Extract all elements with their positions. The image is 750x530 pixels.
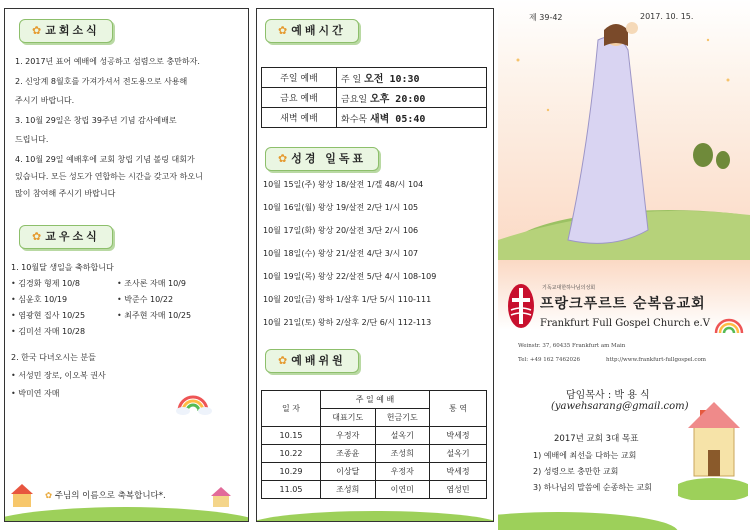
issue-number: 제 39-42 [529, 13, 563, 22]
table-row: 새벽 예배 화수목 새벽 05:40 [262, 108, 487, 128]
bible-reading-list [263, 178, 489, 339]
member-news-list [11, 261, 243, 401]
church-news-list [15, 55, 243, 201]
table-row: 일 자 주 일 예 배 통 역 [262, 391, 487, 409]
denomination-label: 기독교대한하나님의성회 [542, 285, 596, 291]
reading-item: 10월 19일(목) 왕상 22/살전 5/단 4/시 108-109 [263, 272, 437, 281]
duty-table [261, 390, 487, 499]
member-news-header: ✿ 교우소식 [19, 225, 113, 249]
schedule-panel [256, 8, 494, 522]
church-website[interactable]: http://www.frankfurt-fullgospel.com [606, 357, 706, 363]
birthday-row: • 김경화 형제 10/8 • 조사론 자매 10/9 [11, 279, 186, 288]
goal-item: 1) 예배에 최선을 다하는 교회 [533, 451, 637, 460]
church-name-korean: 프랑크푸르트 순복음교회 [540, 296, 706, 312]
news-line: 많이 참여해 주시기 바랍니다 [15, 189, 116, 198]
reading-item: 10월 15일(주) 왕상 18/살전 1/겔 48/시 104 [263, 180, 424, 189]
table-row: 10.29 이상달 우정자 박세정 [262, 463, 487, 481]
news-line: 3. 10월 29일은 창립 39주년 기념 감사예배로 [15, 116, 177, 125]
reading-item: 10월 20일(금) 왕하 1/살후 1/단 5/시 110-111 [263, 295, 432, 304]
news-line: 4. 10월 29일 예배후에 교회 창립 기념 볼링 대회가 [15, 155, 195, 164]
flower-icon: ✿ [32, 230, 42, 243]
table-row: 10.15 우정자 설옥기 박세정 [262, 427, 487, 445]
service-time-header: ✿ 예배시간 [265, 19, 359, 43]
visitor-item: • 서성민 장로, 이오복 권사 [11, 371, 106, 380]
flower-icon: ✿ [278, 152, 288, 165]
table-row: 10.22 조종윤 조성희 설옥기 [262, 445, 487, 463]
reading-item: 10월 21일(토) 왕하 2/살후 2/단 6/시 112-113 [263, 318, 432, 327]
table-row: 금요 예배 금요일 오후 20:00 [262, 88, 487, 108]
pastor-name: 담임목사 : 박 용 식 [566, 390, 650, 401]
birthday-list [11, 277, 243, 341]
news-panel [4, 8, 249, 522]
birthday-row: • 김미선 자매 10/28 [11, 327, 86, 336]
news-line: 2. 신앙계 8월호를 가져가셔서 전도용으로 사용해 [15, 77, 188, 86]
visitors-header: 2. 한국 다녀오시는 분들 [11, 353, 96, 362]
news-line: 드립니다. [15, 135, 49, 144]
hill-decoration [498, 496, 750, 530]
jesus-shepherd-illustration [498, 0, 750, 260]
flower-icon: ✿ [32, 24, 42, 37]
rainbow-icon [175, 389, 215, 415]
flower-icon: ✿ [45, 491, 55, 501]
bible-reading-header: ✿ 성경 일독표 [265, 147, 379, 171]
goal-item: 2) 성령으로 충만한 교회 [533, 467, 619, 476]
hill-decoration [257, 497, 493, 521]
church-phone: Tel: +49 162 7462026 [518, 357, 580, 363]
birthday-row: • 염광현 집사 10/25 • 최주현 자매 10/25 [11, 311, 192, 320]
reading-item: 10월 16일(월) 왕상 19/살전 2/단 1/시 105 [263, 203, 419, 212]
flower-icon: ✿ [278, 24, 288, 37]
reading-item: 10월 18일(수) 왕상 21/살전 4/단 3/시 107 [263, 249, 419, 258]
service-time-table [261, 67, 487, 128]
pastor-email[interactable]: (yawehsarang@gmail.com) [551, 401, 689, 412]
flower-icon: ✿ [278, 354, 288, 367]
church-address: Weinstr. 37, 60435 Frankfurt am Main [518, 343, 626, 349]
birthday-row: • 심윤호 10/19 • 박준수 10/22 [11, 295, 174, 304]
cross-logo-icon [506, 282, 536, 330]
rainbow-icon [714, 318, 744, 334]
news-line: 있습니다. 모든 성도가 연합하는 시간을 갖고자 하오니 [15, 172, 203, 181]
visitor-item: • 박미연 자매 [11, 389, 60, 398]
bulletin-date: 2017. 10. 15. [640, 12, 694, 21]
reading-item: 10월 17일(화) 왕상 20/살전 3/단 2/시 106 [263, 226, 419, 235]
news-line: 주시기 바랍니다. [15, 96, 75, 105]
worship-committee-header: ✿ 예배위원 [265, 349, 359, 373]
goal-item: 3) 하나님의 말씀에 순종하는 교회 [533, 483, 652, 492]
blessing-text: ✿ 주님의 이름으로 축복합니다*. [45, 491, 166, 501]
table-row: 대표기도 헌금기도 [262, 409, 487, 427]
table-row: 주일 예배 주 일 오전 10:30 [262, 68, 487, 88]
birthday-header: 1. 10월달 생일을 축하합니다 [11, 263, 114, 272]
news-line: 1. 2017년 표어 예배에 성공하고 섬렴으로 충만하자. [15, 57, 200, 66]
church-news-header: ✿ 교회소식 [19, 19, 113, 43]
church-name-english: Frankfurt Full Gospel Church e.V [540, 318, 710, 329]
goals-title: 2017년 교회 3대 목표 [554, 434, 639, 444]
table-row: 11.05 조성희 이연미 염성민 [262, 481, 487, 499]
